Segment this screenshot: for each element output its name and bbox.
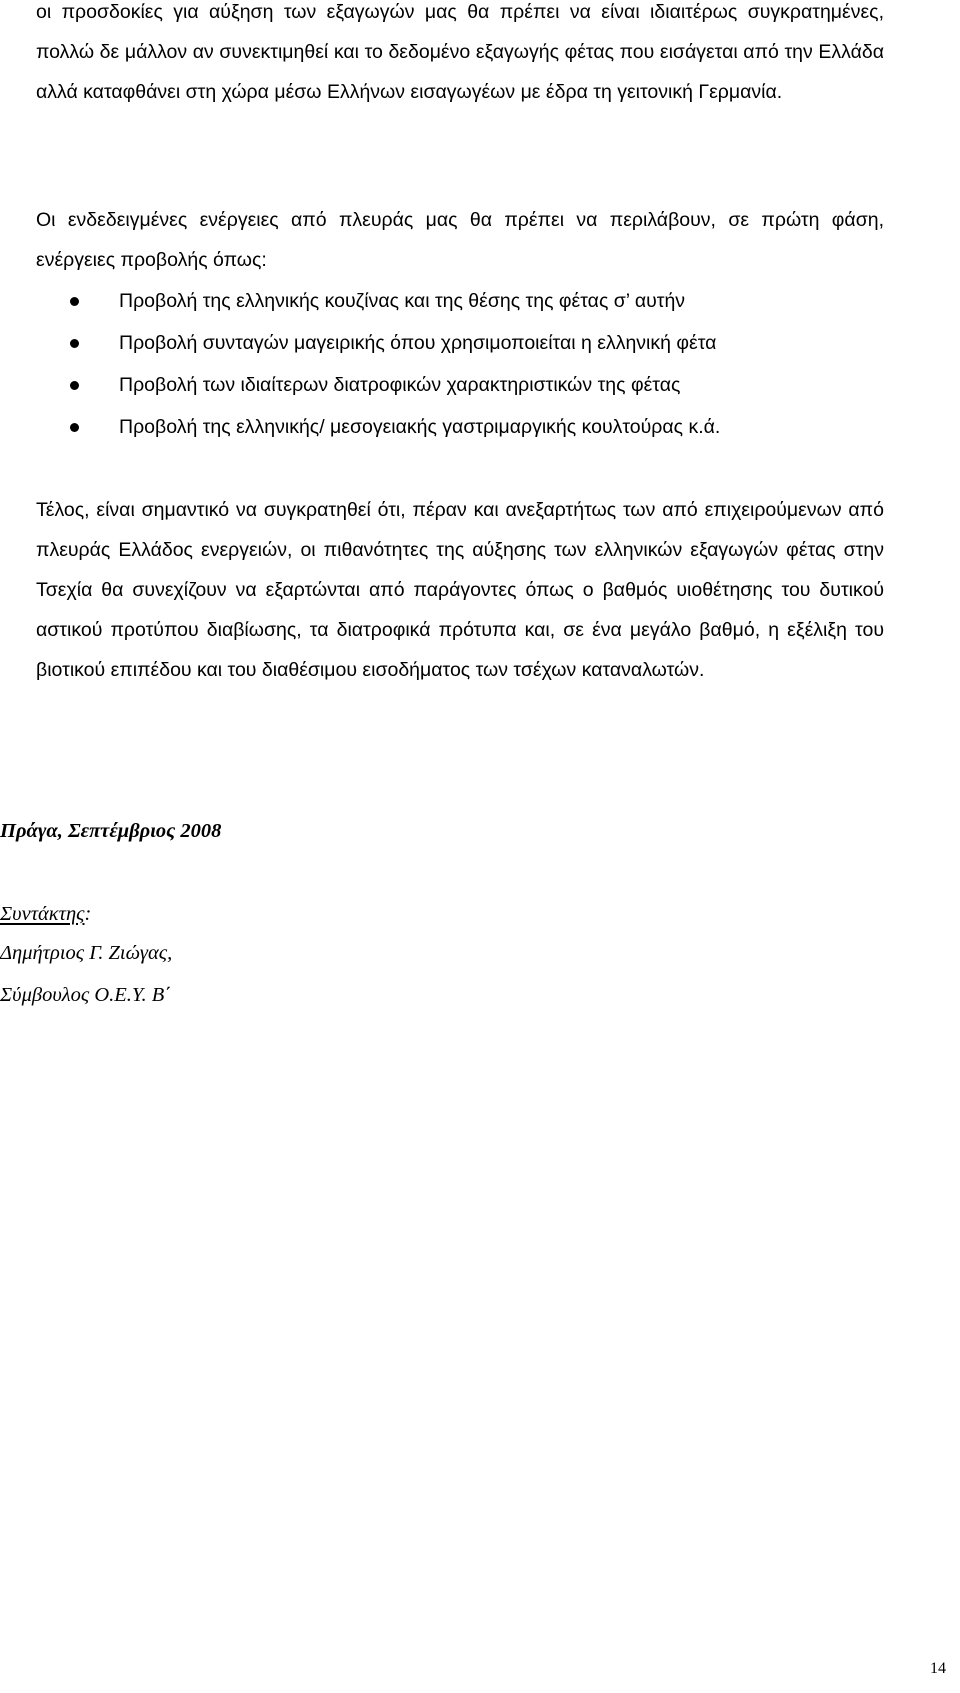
list-item — [0, 364, 960, 406]
page-number: 14 — [930, 1660, 946, 1677]
bullet-icon — [70, 339, 79, 348]
list-item — [0, 406, 960, 448]
bullet-icon — [70, 381, 79, 390]
list-item — [0, 322, 960, 364]
author-name: Δημήτριος Γ. Ζιώγας, — [0, 942, 173, 964]
paragraph-recommended-actions: Οι ενδεδειγμένες ενέργειες από πλευράς μας θα πρέπει να περιλάβουν, σε πρώτη φάση, ενέργειες προβολής όπως: — [36, 209, 884, 271]
authors-label-line — [0, 903, 91, 926]
paragraph-conclusion: Τέλος, είναι σημαντικό να συγκρατηθεί ότι, πέραν και ανεξαρτήτως των από επιχειρούμενων από πλευράς Ελλάδος ενεργειών, οι πιθανότητες της αύξησης των ελληνικών εξαγωγών φέτας στην Τσεχία θα συνεχίζουν να εξαρτώνται από παράγοντες όπως ο βαθμός υιοθέτησης του δυτικού αστικού προτύπου διαβίωσης, τα διατροφικά πρότυπα και, σε ένα μεγάλο βαθμό, η εξέλιξη του βιοτικού επιπέδου και του διαθέσιμου εισοδήματος των τσέχων καταναλωτών. — [36, 499, 884, 681]
author-role: Σύμβουλος Ο.Ε.Υ. Β΄ — [0, 984, 172, 1006]
place-date: Πράγα, Σεπτέμβριος 2008 — [0, 820, 222, 842]
list-item-text: Προβολή συνταγών μαγειρικής όπου χρησιμοποιείται η ελληνική φέτα — [119, 332, 717, 354]
bullet-icon — [70, 297, 79, 306]
list-item — [0, 280, 960, 322]
paragraph-export-expectations: οι προσδοκίες για αύξηση των εξαγωγών μας θα πρέπει να είναι ιδιαιτέρως συγκρατημένες, πολλώ δε μάλλον αν συνεκτιμηθεί και το δεδομένο εξαγωγής φέτας που εισάγεται από την Ελλάδα αλλά καταφθάνει στη χώρα μέσω Ελλήνων εισαγωγέων με έδρα τη γειτονική Γερμανία. — [36, 1, 884, 103]
list-item-text: Προβολή της ελληνικής/ μεσογειακής γαστριμαργικής κουλτούρας κ.ά. — [119, 416, 721, 438]
bullet-icon — [70, 423, 79, 432]
promotion-actions-list — [0, 280, 960, 448]
authors-label: Συντάκτης — [0, 903, 85, 925]
authors-label-colon: : — [84, 903, 92, 925]
list-item-text: Προβολή των ιδιαίτερων διατροφικών χαρακτηριστικών της φέτας — [119, 374, 681, 396]
list-item-text: Προβολή της ελληνικής κουζίνας και της θέσης της φέτας σ’ αυτήν — [119, 290, 686, 312]
